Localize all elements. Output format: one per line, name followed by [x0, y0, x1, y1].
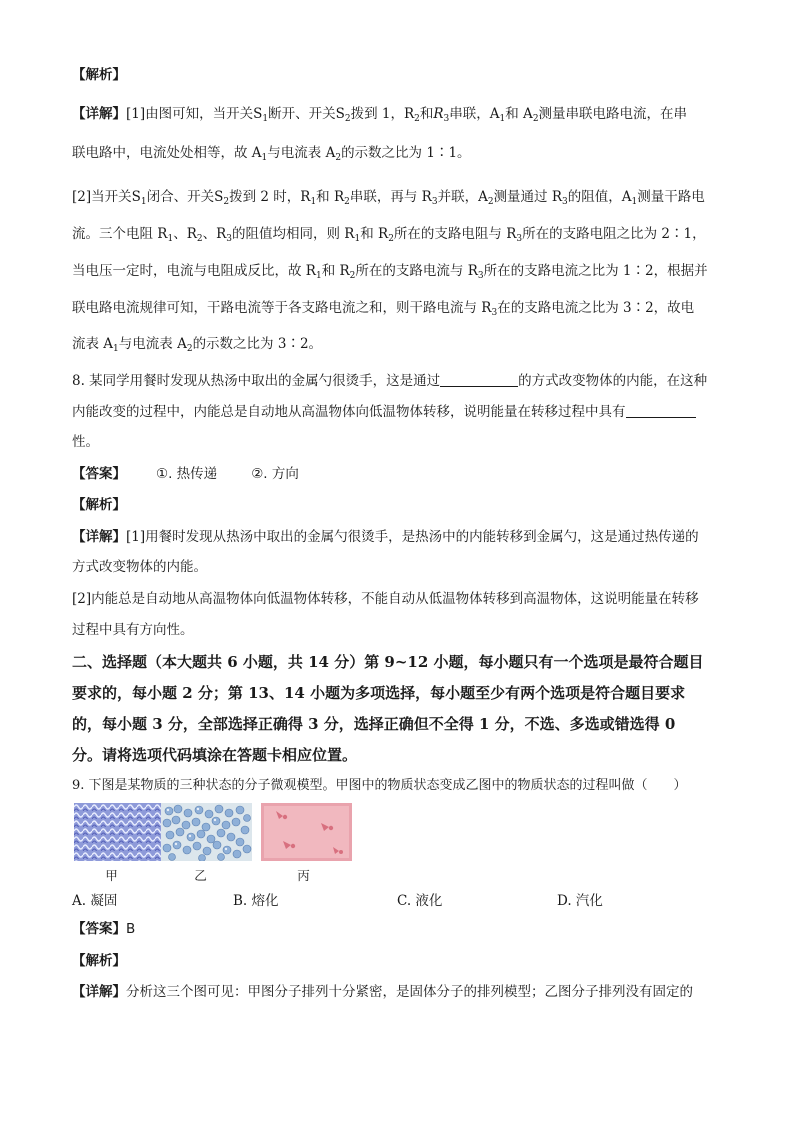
detail-paragraph-2-line-5: 流表 $A_1$与电流表 $A_2$的示数之比为 3∶2。 — [72, 336, 323, 354]
caption-yi: 乙 — [194, 868, 207, 883]
answer-9: 【答案】B — [72, 921, 136, 937]
detail-9-line-1: 【详解】分析这三个图可见：甲图分子排列十分紧密，是固体分子的排列模型；乙图分子排列没有固定的 — [72, 984, 693, 1000]
analysis-heading: 【解析】 — [72, 67, 126, 83]
section-2-heading-line-2: 要求的，每小题 2 分；第 13、14 小题为多项选择，每小题至少有两个选项是符合题目要求 — [72, 684, 686, 702]
gas-model-image — [261, 803, 352, 861]
section-2-heading-line-1: 二、选择题（本大题共 6 小题，共 14 分）第 9~12 小题，每小题只有一个选项是最符合题目 — [72, 653, 704, 671]
option-a[interactable]: A. 凝固 — [72, 893, 118, 909]
detail-paragraph-1-line-2: 联电路中，电流处处相等，故 $A_1$与电流表 $A_2$的示数之比为 1∶1。 — [72, 145, 471, 163]
detail-8-line-2: 方式改变物体的内能。 — [72, 559, 207, 575]
analysis-heading-2: 【解析】 — [72, 497, 126, 513]
detail-8-line-4: 过程中具有方向性。 — [72, 622, 194, 638]
caption-bing: 丙 — [297, 868, 310, 883]
caption-jia: 甲 — [105, 868, 118, 883]
detail-paragraph-2-line-2: 流。三个电阻 $R_1$、$R_2$、$R_3$的阻值均相同，则 $R_1$和 $R_2$所在的支路电阻与 $R_3$所在的支路电阻之比为 2∶1， — [72, 226, 706, 244]
solid-model-image — [74, 803, 165, 861]
detail-8-line-3: [2]内能总是自动地从高温物体向低温物体转移，不能自动从低温物体转移到高温物体，这说明能量在转移 — [72, 591, 699, 607]
section-2-heading-line-3: 的，每小题 3 分，全部选择正确得 3 分，选择正确但不全得 1 分，不选、多选或错选得 0 — [72, 715, 676, 733]
answer-8: 【答案】 ①. 热传递 ②. 方向 — [72, 466, 299, 482]
liquid-model-image — [161, 803, 252, 861]
section-2-heading-line-4: 分。请将选项代码填涂在答题卡相应位置。 — [72, 746, 358, 764]
analysis-heading-3: 【解析】 — [72, 953, 126, 969]
detail-paragraph-2-line-4: 联电路电流规律可知，干路电流等于各支路电流之和，则干路电流与 $R_3$在的支路电流之比为 3∶2，故电 — [72, 300, 695, 318]
detail-8-line-1: 【详解】[1]用餐时发现从热汤中取出的金属勺很烫手，是热汤中的内能转移到金属勺，这是通过热传递的 — [72, 529, 699, 545]
option-d[interactable]: D. 汽化 — [557, 893, 603, 909]
answer-blank-2[interactable] — [626, 405, 696, 418]
detail-paragraph-1-line-1: 【详解】[1]由图可知，当开关$S_1$断开、开关$S_2$拨到 1，$R_2$和$R_3$串联，$A_1$和 $A_2$测量串联电路电流，在串 — [72, 106, 688, 124]
question-8-line-2: 内能改变的过程中，内能总是自动地从高温物体向低温物体转移，说明能量在转移过程中具有 — [72, 403, 726, 421]
answer-blank-1[interactable] — [440, 374, 518, 387]
option-c[interactable]: C. 液化 — [397, 893, 443, 909]
detail-paragraph-2-line-1: [2]当开关$S_1$闭合、开关$S_2$拨到 2 时，$R_1$和 $R_2$串联，再与 $R_3$并联，$A_2$测量通过 $R_3$的阻值，$A_1$测量干路电 — [72, 189, 705, 207]
option-b[interactable]: B. 熔化 — [233, 893, 279, 909]
question-8-line-1: 8. 某同学用餐时发现从热汤中取出的金属勺很烫手，这是通过 的方式改变物体的内能，在这种 — [72, 373, 708, 389]
question-9: 9. 下图是某物质的三种状态的分子微观模型。甲图中的物质状态变成乙图中的物质状态的过程叫做（ ） — [72, 778, 687, 793]
question-8-line-3: 性。 — [72, 434, 99, 450]
detail-paragraph-2-line-3: 当电压一定时，电流与电阻成反比，故 $R_1$和 $R_2$所在的支路电流与 $R_3$所在的支路电流之比为 1∶2，根据并 — [72, 263, 708, 281]
